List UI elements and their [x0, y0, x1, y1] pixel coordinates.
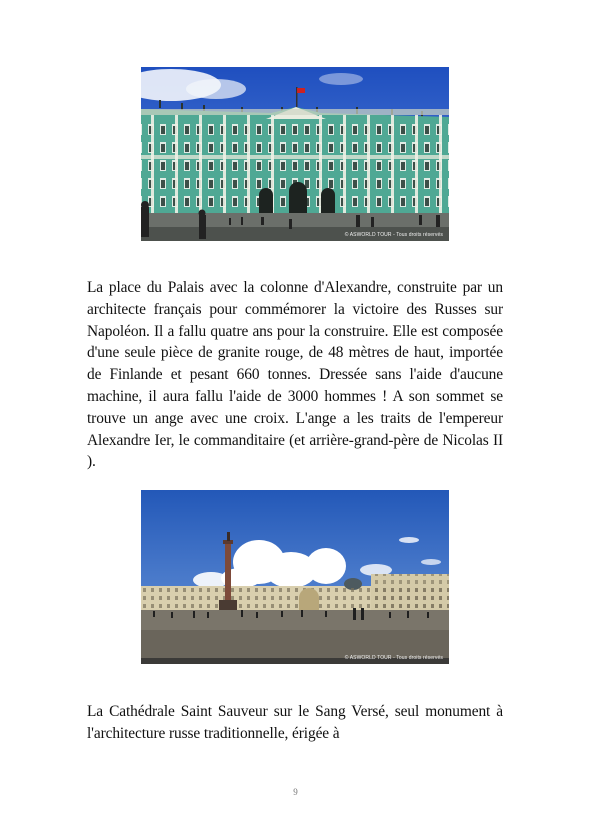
page-number: 9 — [293, 787, 298, 797]
palace-square-illustration — [141, 490, 449, 664]
photo-watermark: © ASWORLD TOUR - Tous droits réservés — [344, 655, 443, 661]
photo-watermark: © ASWORLD TOUR - Tous droits réservés — [344, 232, 443, 238]
body-paragraph-palace-square: La place du Palais avec la colonne d'Alexandre, construite par un architecte français pour commémorer la victoire des Russes sur Napoléon. Il a fallu quatre ans pour la construire. Elle est composée d'une seule pièce de granite rouge, de 48 mètres de haut, importée de Finlande et pesant 660 tonnes. Dressée sans l'aide d'aucune machine, il aura fallu l'aide de 3000 hommes ! A son sommet se trouve un ange avec une croix. L'ange a les traits de l'empereur Alexandre Ier, le commanditaire (et arrière-grand-père de Nicolas II ). — [87, 279, 503, 471]
winter-palace-photo — [141, 67, 449, 241]
body-paragraph-cathedral: La Cathédrale Saint Sauveur sur le Sang Versé, seul monument à l'architecture russe traditionnelle, érigée à — [87, 703, 503, 742]
winter-palace-illustration — [141, 67, 449, 241]
palace-square-photo — [141, 490, 449, 664]
